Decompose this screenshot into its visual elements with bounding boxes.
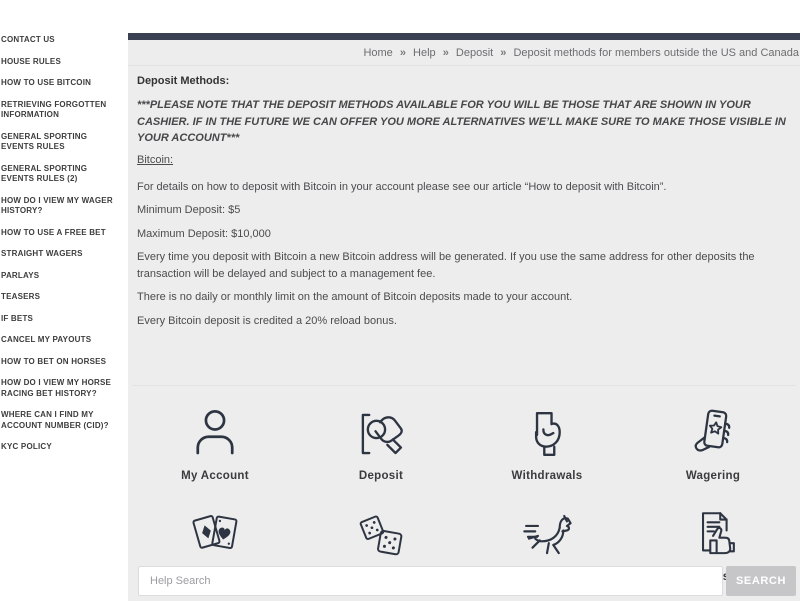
wagering-icon — [684, 405, 742, 463]
sidebar-item-account-number-cid[interactable]: WHERE CAN I FIND MY ACCOUNT NUMBER (CID)? — [1, 410, 109, 430]
withdrawals-icon — [518, 405, 576, 463]
sidebar-item-straight-wagers[interactable]: STRAIGHT WAGERS — [1, 249, 83, 258]
category-label: Deposit — [358, 470, 404, 482]
breadcrumb-separator: » — [399, 47, 406, 59]
breadcrumb-deposit[interactable]: Deposit — [455, 47, 494, 59]
breadcrumb-current-page: Deposit methods for members outside the US and Canada — [513, 47, 799, 59]
breadcrumb-separator: » — [500, 47, 507, 59]
help-category-grid — [132, 385, 796, 588]
cashier-notice: ***PLEASE NOTE THAT THE DEPOSIT METHODS AVAILABLE FOR YOU WILL BE THOSE THAT ARE SHOWN IN YOUR CASHIER. IF IN THE FUTURE WE CAN OFFER YOU MORE ALTERNATIVES WE’LL MAKE SURE TO MAKE THOSE VISIBLE IN YOUR ACCOUNT*** — [137, 99, 786, 144]
sidebar-item-how-to-bet-on-horses[interactable]: HOW TO BET ON HORSES — [1, 356, 107, 366]
search-button[interactable]: SEARCH — [726, 566, 796, 596]
category-my-account[interactable] — [132, 386, 298, 487]
deposit-icon — [352, 405, 410, 463]
sidebar-item-cancel-my-payouts[interactable]: CANCEL MY PAYOUTS — [1, 335, 92, 344]
sidebar-item-how-to-use-bitcoin[interactable]: HOW TO USE BITCOIN — [1, 78, 92, 87]
category-wagering[interactable] — [630, 386, 796, 487]
sidebar-item-horse-racing-bet-history[interactable]: HOW DO I VIEW MY HORSE RACING BET HISTORY? — [1, 378, 112, 398]
breadcrumb — [128, 40, 800, 66]
address-generation-note: Every time you deposit with Bitcoin a new Bitcoin address will be generated. If you use the same address for other deposits the transaction will be delayed and subject to a management fee. — [137, 251, 755, 280]
sidebar-item-retrieving-forgotten-information[interactable]: RETRIEVING FORGOTTEN INFORMATION — [1, 99, 107, 119]
rules-icon — [684, 506, 742, 564]
category-label: Withdrawals — [511, 470, 583, 482]
bitcoin-section-heading: Bitcoin: — [137, 153, 174, 166]
no-limit-note: There is no daily or monthly limit on the amount of Bitcoin deposits made to your account. — [137, 291, 573, 303]
category-label: My Account — [181, 470, 249, 482]
sidebar-item-parlays[interactable]: PARLAYS — [1, 270, 40, 280]
minimum-deposit: Minimum Deposit: $5 — [137, 204, 241, 216]
help-search-input[interactable] — [138, 566, 723, 596]
maximum-deposit: Maximum Deposit: $10,000 — [137, 227, 271, 240]
article-title: Deposit Methods: — [137, 75, 230, 87]
category-withdrawals[interactable] — [464, 386, 630, 487]
category-deposit[interactable] — [298, 386, 464, 487]
help-content — [128, 33, 800, 601]
deposit-methods-article — [128, 66, 800, 329]
casino-icon — [352, 506, 410, 564]
poker-icon — [186, 506, 244, 564]
sidebar-item-general-sporting-events-rules[interactable]: GENERAL SPORTING EVENTS RULES — [1, 131, 88, 151]
help-sidebar — [0, 33, 126, 464]
sidebar-item-contact-us[interactable]: CONTACT US — [1, 35, 55, 44]
horses-icon — [518, 506, 576, 564]
sidebar-item-kyc-policy[interactable]: KYC POLICY — [1, 442, 52, 451]
my-account-icon — [186, 405, 244, 463]
help-search-bar — [138, 566, 796, 596]
top-accent-bar — [128, 33, 800, 40]
reload-bonus-note: Every Bitcoin deposit is credited a 20% reload bonus. — [137, 314, 397, 327]
breadcrumb-home[interactable]: Home — [363, 47, 393, 59]
category-label: Wagering — [685, 470, 741, 482]
sidebar-item-wager-history[interactable]: HOW DO I VIEW MY WAGER HISTORY? — [1, 195, 113, 215]
sidebar-item-general-sporting-events-rules-2[interactable]: GENERAL SPORTING EVENTS RULES (2) — [1, 163, 88, 183]
sidebar-item-free-bet[interactable]: HOW TO USE A FREE BET — [1, 227, 106, 237]
sidebar-item-teasers[interactable]: TEASERS — [1, 292, 41, 301]
breadcrumb-help[interactable]: Help — [413, 47, 436, 59]
breadcrumb-separator: » — [442, 47, 449, 59]
sidebar-item-house-rules[interactable]: HOUSE RULES — [1, 56, 61, 66]
bitcoin-paragraph: For details on how to deposit with Bitcoin in your account please see our article “How to deposit with Bitcoin”. — [137, 180, 667, 193]
sidebar-item-if-bets[interactable]: IF BETS — [1, 313, 34, 323]
